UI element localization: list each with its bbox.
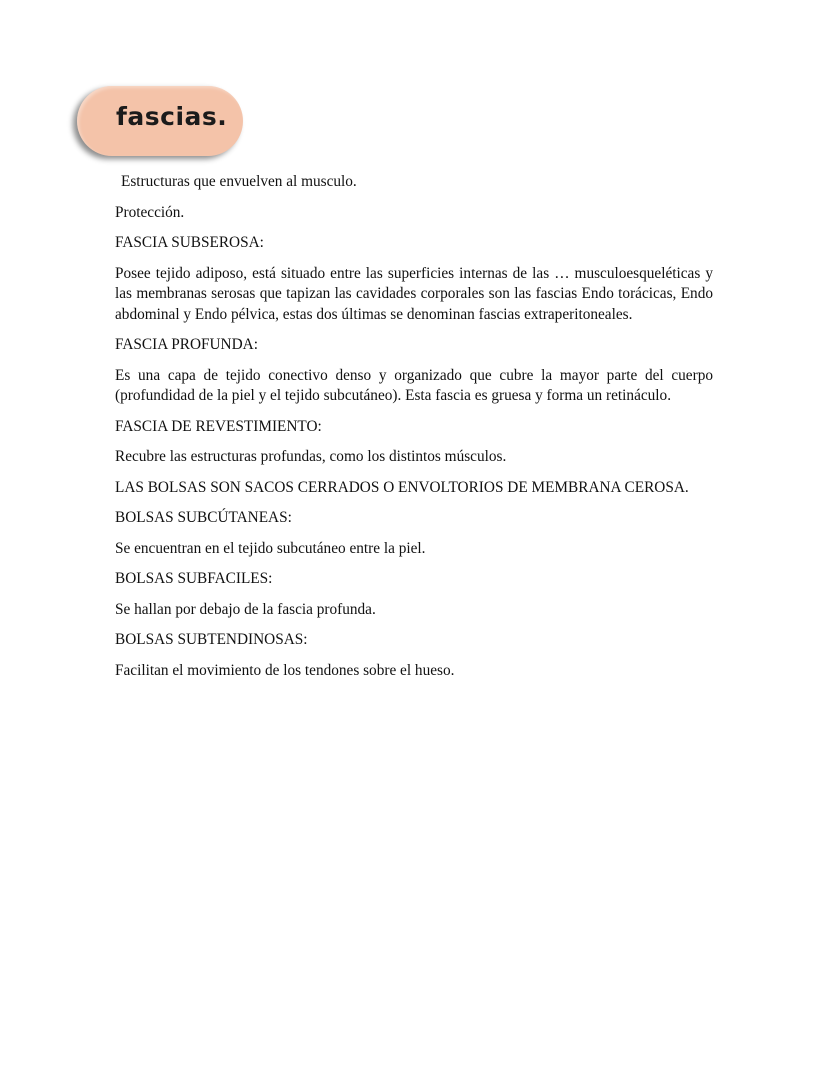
- heading-bolsas-subtendinosas: BOLSAS SUBTENDINOSAS:: [115, 631, 308, 648]
- paragraph-bolsas-subfaciles: Se hallan por debajo de la fascia profunda.: [115, 600, 376, 618]
- paragraph-fascia-revestimiento: Recubre las estructuras profundas, como los distintos músculos.: [115, 448, 507, 465]
- paragraph-fascia-profunda: Es una capa de tejido conectivo denso y organizado que cubre la mayor parte del cuerpo (profundidad de la piel y el tejido subcutáneo). Esta fascia es gruesa y forma un retináculo.: [115, 366, 713, 404]
- paragraph-intro: Estructuras que envuelven al musculo.: [121, 173, 357, 190]
- page-title: fascias.: [116, 102, 228, 131]
- heading-bolsas-subfaciles: BOLSAS SUBFACILES:: [115, 570, 273, 587]
- heading-fascia-subserosa: FASCIA SUBSEROSA:: [115, 234, 264, 251]
- document-body: [115, 172, 713, 691]
- paragraph-bolsas-subcutaneas: Se encuentran en el tejido subcutáneo entre la piel.: [115, 539, 426, 557]
- paragraph-bolsas: LAS BOLSAS SON SACOS CERRADOS O ENVOLTORIOS DE MEMBRANA CEROSA.: [115, 478, 689, 496]
- heading-fascia-revestimiento: FASCIA DE REVESTIMIENTO:: [115, 417, 322, 435]
- paragraph-bolsas-subtendinosas: Facilitan el movimiento de los tendones sobre el hueso.: [115, 661, 455, 679]
- heading-fascia-profunda: FASCIA PROFUNDA:: [115, 336, 258, 353]
- paragraph-protection: Protección.: [115, 203, 185, 221]
- paragraph-fascia-subserosa: Posee tejido adiposo, está situado entre las superficies internas de las … musculoesqueléticas y las membranas serosas que tapizan las cavidades corporales son las fascias Endo torácicas, Endo abdominal y Endo pélvica, estas dos últimas se denominan fascias extraperitoneales.: [115, 264, 713, 323]
- heading-bolsas-subcutaneas: BOLSAS SUBCÚTANEAS:: [115, 509, 292, 526]
